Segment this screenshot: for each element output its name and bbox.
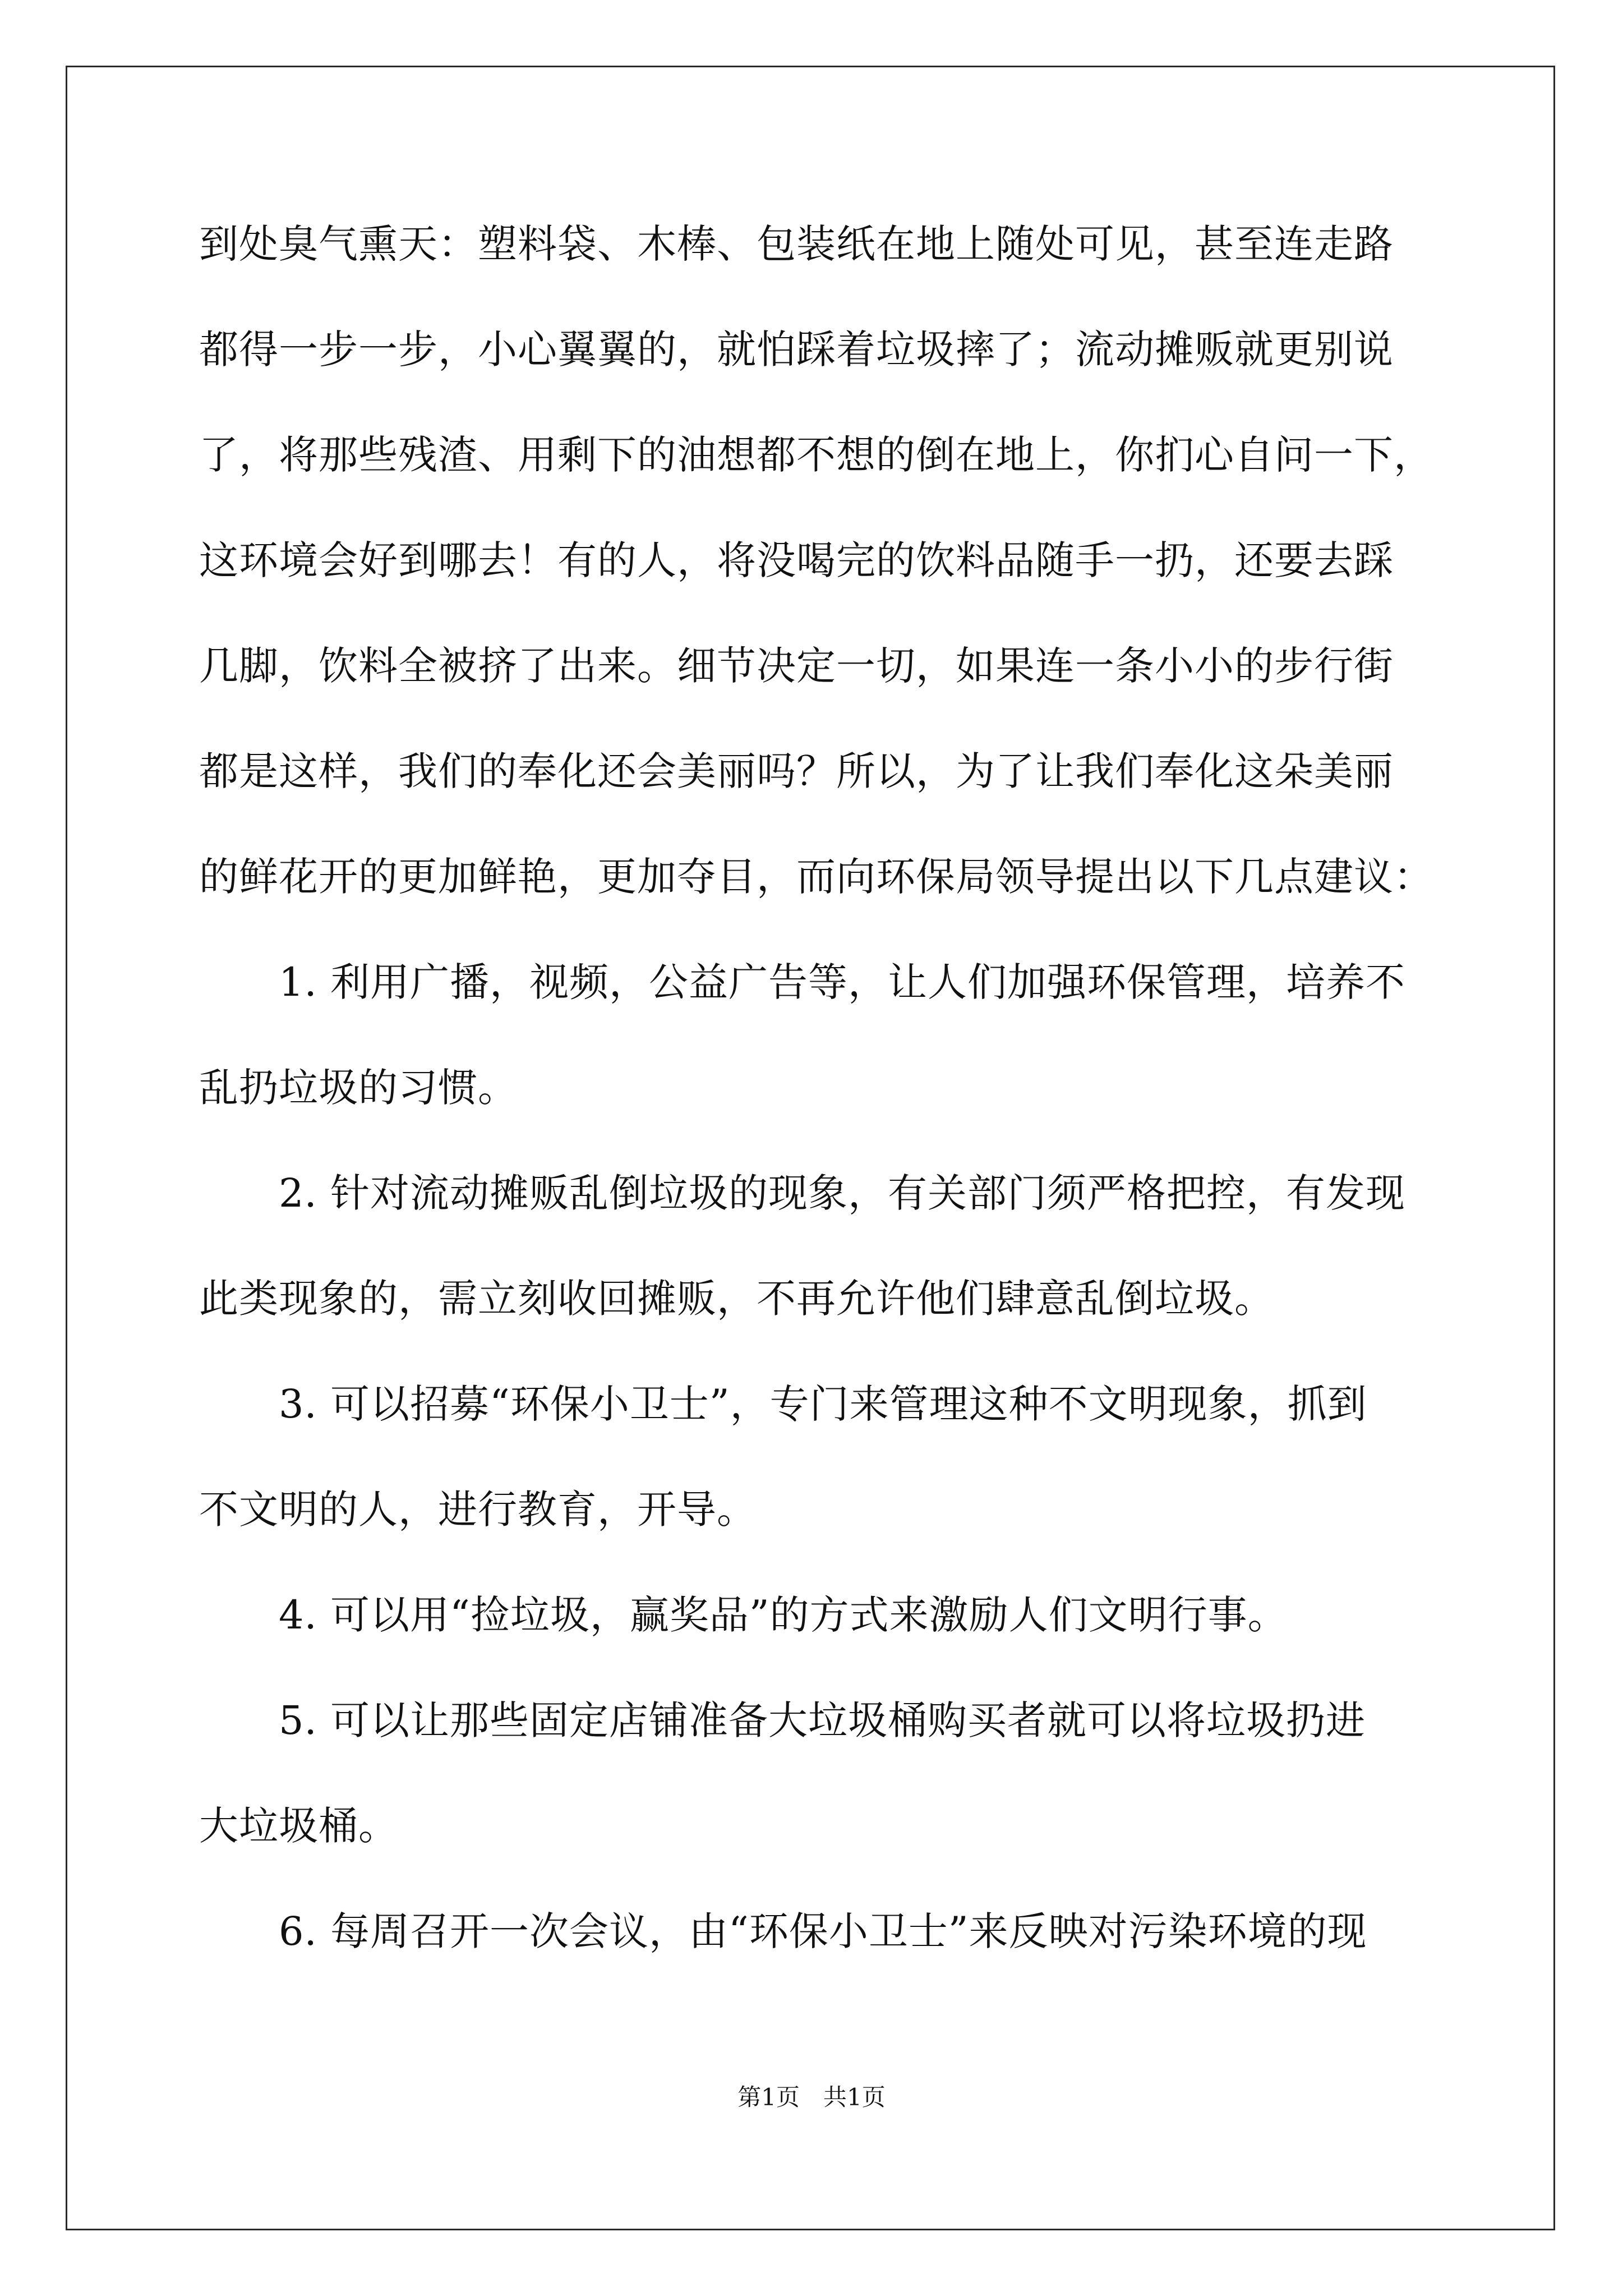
list-item-1-line-2: 乱扔垃圾的习惯。 [199,1065,518,1111]
list-item-5-line-2: 大垃圾桶。 [199,1803,398,1849]
list-item-5-line-1: 5. 可以让那些固定店铺准备大垃圾桶购买者就可以将垃圾扔进 [199,1697,1366,1743]
list-item-3-line-2: 不文明的人，进行教育，开导。 [199,1487,757,1533]
list-item-2-line-2: 此类现象的，需立刻收回摊贩，不再允许他们肆意乱倒垃圾。 [199,1276,1274,1322]
text-line: 了，将那些残渣、用剩下的油想都不想的倒在地上，你扪心自问一下， [199,432,1433,478]
list-item-6-line-1: 6. 每周召开一次会议，由“环保小卫士”来反映对污染环境的现 [199,1908,1367,1954]
list-item-1-line-1: 1. 利用广播，视频，公益广告等，让人们加强环保管理，培养不 [199,959,1406,1005]
text-line: 这环境会好到哪去！有的人，将没喝完的饮料品随手一扔，还要去踩 [199,537,1394,583]
list-item-3-line-1: 3. 可以招募“环保小卫士”，专门来管理这种不文明现象，抓到 [199,1381,1367,1427]
page-border [66,66,1555,2230]
text-line: 到处臭气熏天：塑料袋、木棒、包装纸在地上随处可见，甚至连走路 [199,221,1394,267]
text-line: 都是这样，我们的奉化还会美丽吗？所以，为了让我们奉化这朵美丽 [199,748,1394,794]
text-line: 都得一步一步，小心翼翼的，就怕踩着垃圾摔了；流动摊贩就更别说 [199,326,1394,372]
list-item-2-line-1: 2. 针对流动摊贩乱倒垃圾的现象，有关部门须严格把控，有发现 [199,1170,1406,1216]
list-item-4-line-1: 4. 可以用“捡垃圾，赢奖品”的方式来激励人们文明行事。 [199,1592,1288,1638]
text-line: 几脚，饮料全被挤了出来。细节决定一切，如果连一条小小的步行街 [199,643,1394,689]
page-number-footer: 第1页 共1页 [737,2083,886,2111]
text-line: 的鲜花开的更加鲜艳，更加夺目，而向环保局领导提出以下几点建议： [199,854,1433,900]
